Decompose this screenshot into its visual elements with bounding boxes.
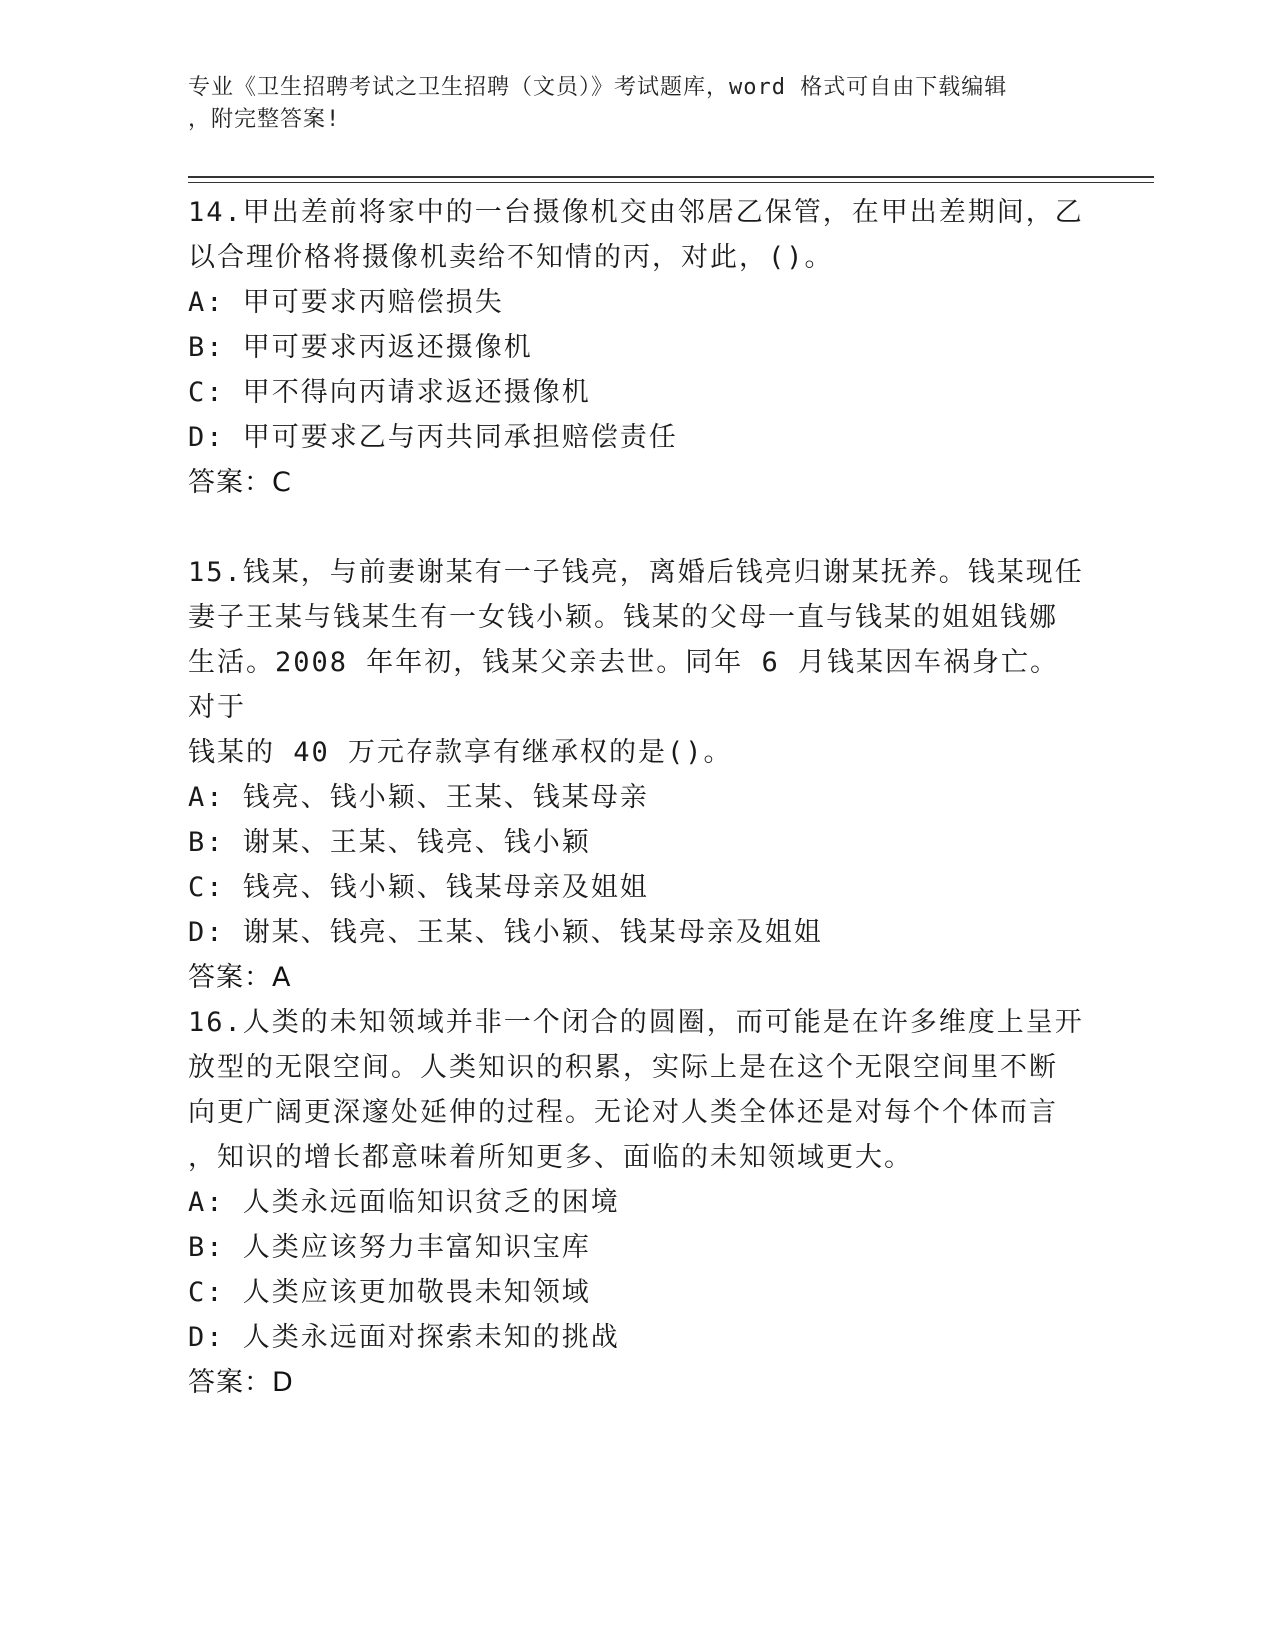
question-14 [188, 190, 1088, 505]
question-stem-line: 以合理价格将摄像机卖给不知情的丙，对此，()。 [188, 242, 834, 273]
header-line-1: 专业《卫生招聘考试之卫生招聘（文员）》考试题库，word 格式可自由下载编辑 [188, 75, 1008, 100]
answer-label: 答案：C [188, 467, 292, 498]
question-stem-line: 妻子王某与钱某生有一女钱小颖。钱某的父母一直与钱某的姐姐钱娜 [188, 602, 1058, 633]
document-header [188, 72, 1068, 136]
option-c: C: 钱亮、钱小颖、钱某母亲及姐姐 [188, 872, 649, 903]
answer-label: 答案：D [188, 1367, 294, 1398]
option-a: A: 人类永远面临知识贫乏的困境 [188, 1187, 620, 1218]
option-d: D: 甲可要求乙与丙共同承担赔偿责任 [188, 422, 678, 453]
question-stem-line: 向更广阔更深邃处延伸的过程。无论对人类全体还是对每个个体而言 [188, 1097, 1058, 1128]
option-a: A: 甲可要求丙赔偿损失 [188, 287, 504, 318]
option-a: A: 钱亮、钱小颖、王某、钱某母亲 [188, 782, 649, 813]
option-c: C: 甲不得向丙请求返还摄像机 [188, 377, 591, 408]
option-b: B: 谢某、王某、钱亮、钱小颖 [188, 827, 591, 858]
answer-label: 答案：A [188, 962, 292, 993]
question-stem-line: 15.钱某，与前妻谢某有一子钱亮，离婚后钱亮归谢某抚养。钱某现任 [188, 557, 1084, 588]
option-b: B: 甲可要求丙返还摄像机 [188, 332, 533, 363]
question-stem-line: ，知识的增长都意味着所知更多、面临的未知领域更大。 [188, 1142, 913, 1173]
question-stem-line: 放型的无限空间。人类知识的积累，实际上是在这个无限空间里不断 [188, 1052, 1058, 1083]
option-d: D: 人类永远面对探索未知的挑战 [188, 1322, 620, 1353]
question-15 [188, 550, 1088, 1000]
option-b: B: 人类应该努力丰富知识宝库 [188, 1232, 591, 1263]
option-c: C: 人类应该更加敬畏未知领域 [188, 1277, 591, 1308]
question-stem-line: 14.甲出差前将家中的一台摄像机交由邻居乙保管，在甲出差期间，乙 [188, 197, 1084, 228]
question-stem-line: 钱某的 40 万元存款享有继承权的是()。 [188, 737, 733, 768]
header-divider-thick [188, 176, 1154, 178]
question-stem-line: 16.人类的未知领域并非一个闭合的圆圈，而可能是在许多维度上呈开 [188, 1007, 1084, 1038]
option-d: D: 谢某、钱亮、王某、钱小颖、钱某母亲及姐姐 [188, 917, 823, 948]
header-line-2: ，附完整答案! [188, 107, 341, 132]
question-16 [188, 1000, 1088, 1405]
header-divider-thin [188, 182, 1154, 183]
question-stem-line: 生活。2008 年年初，钱某父亲去世。同年 6 月钱某因车祸身亡。对于 [188, 647, 1060, 723]
